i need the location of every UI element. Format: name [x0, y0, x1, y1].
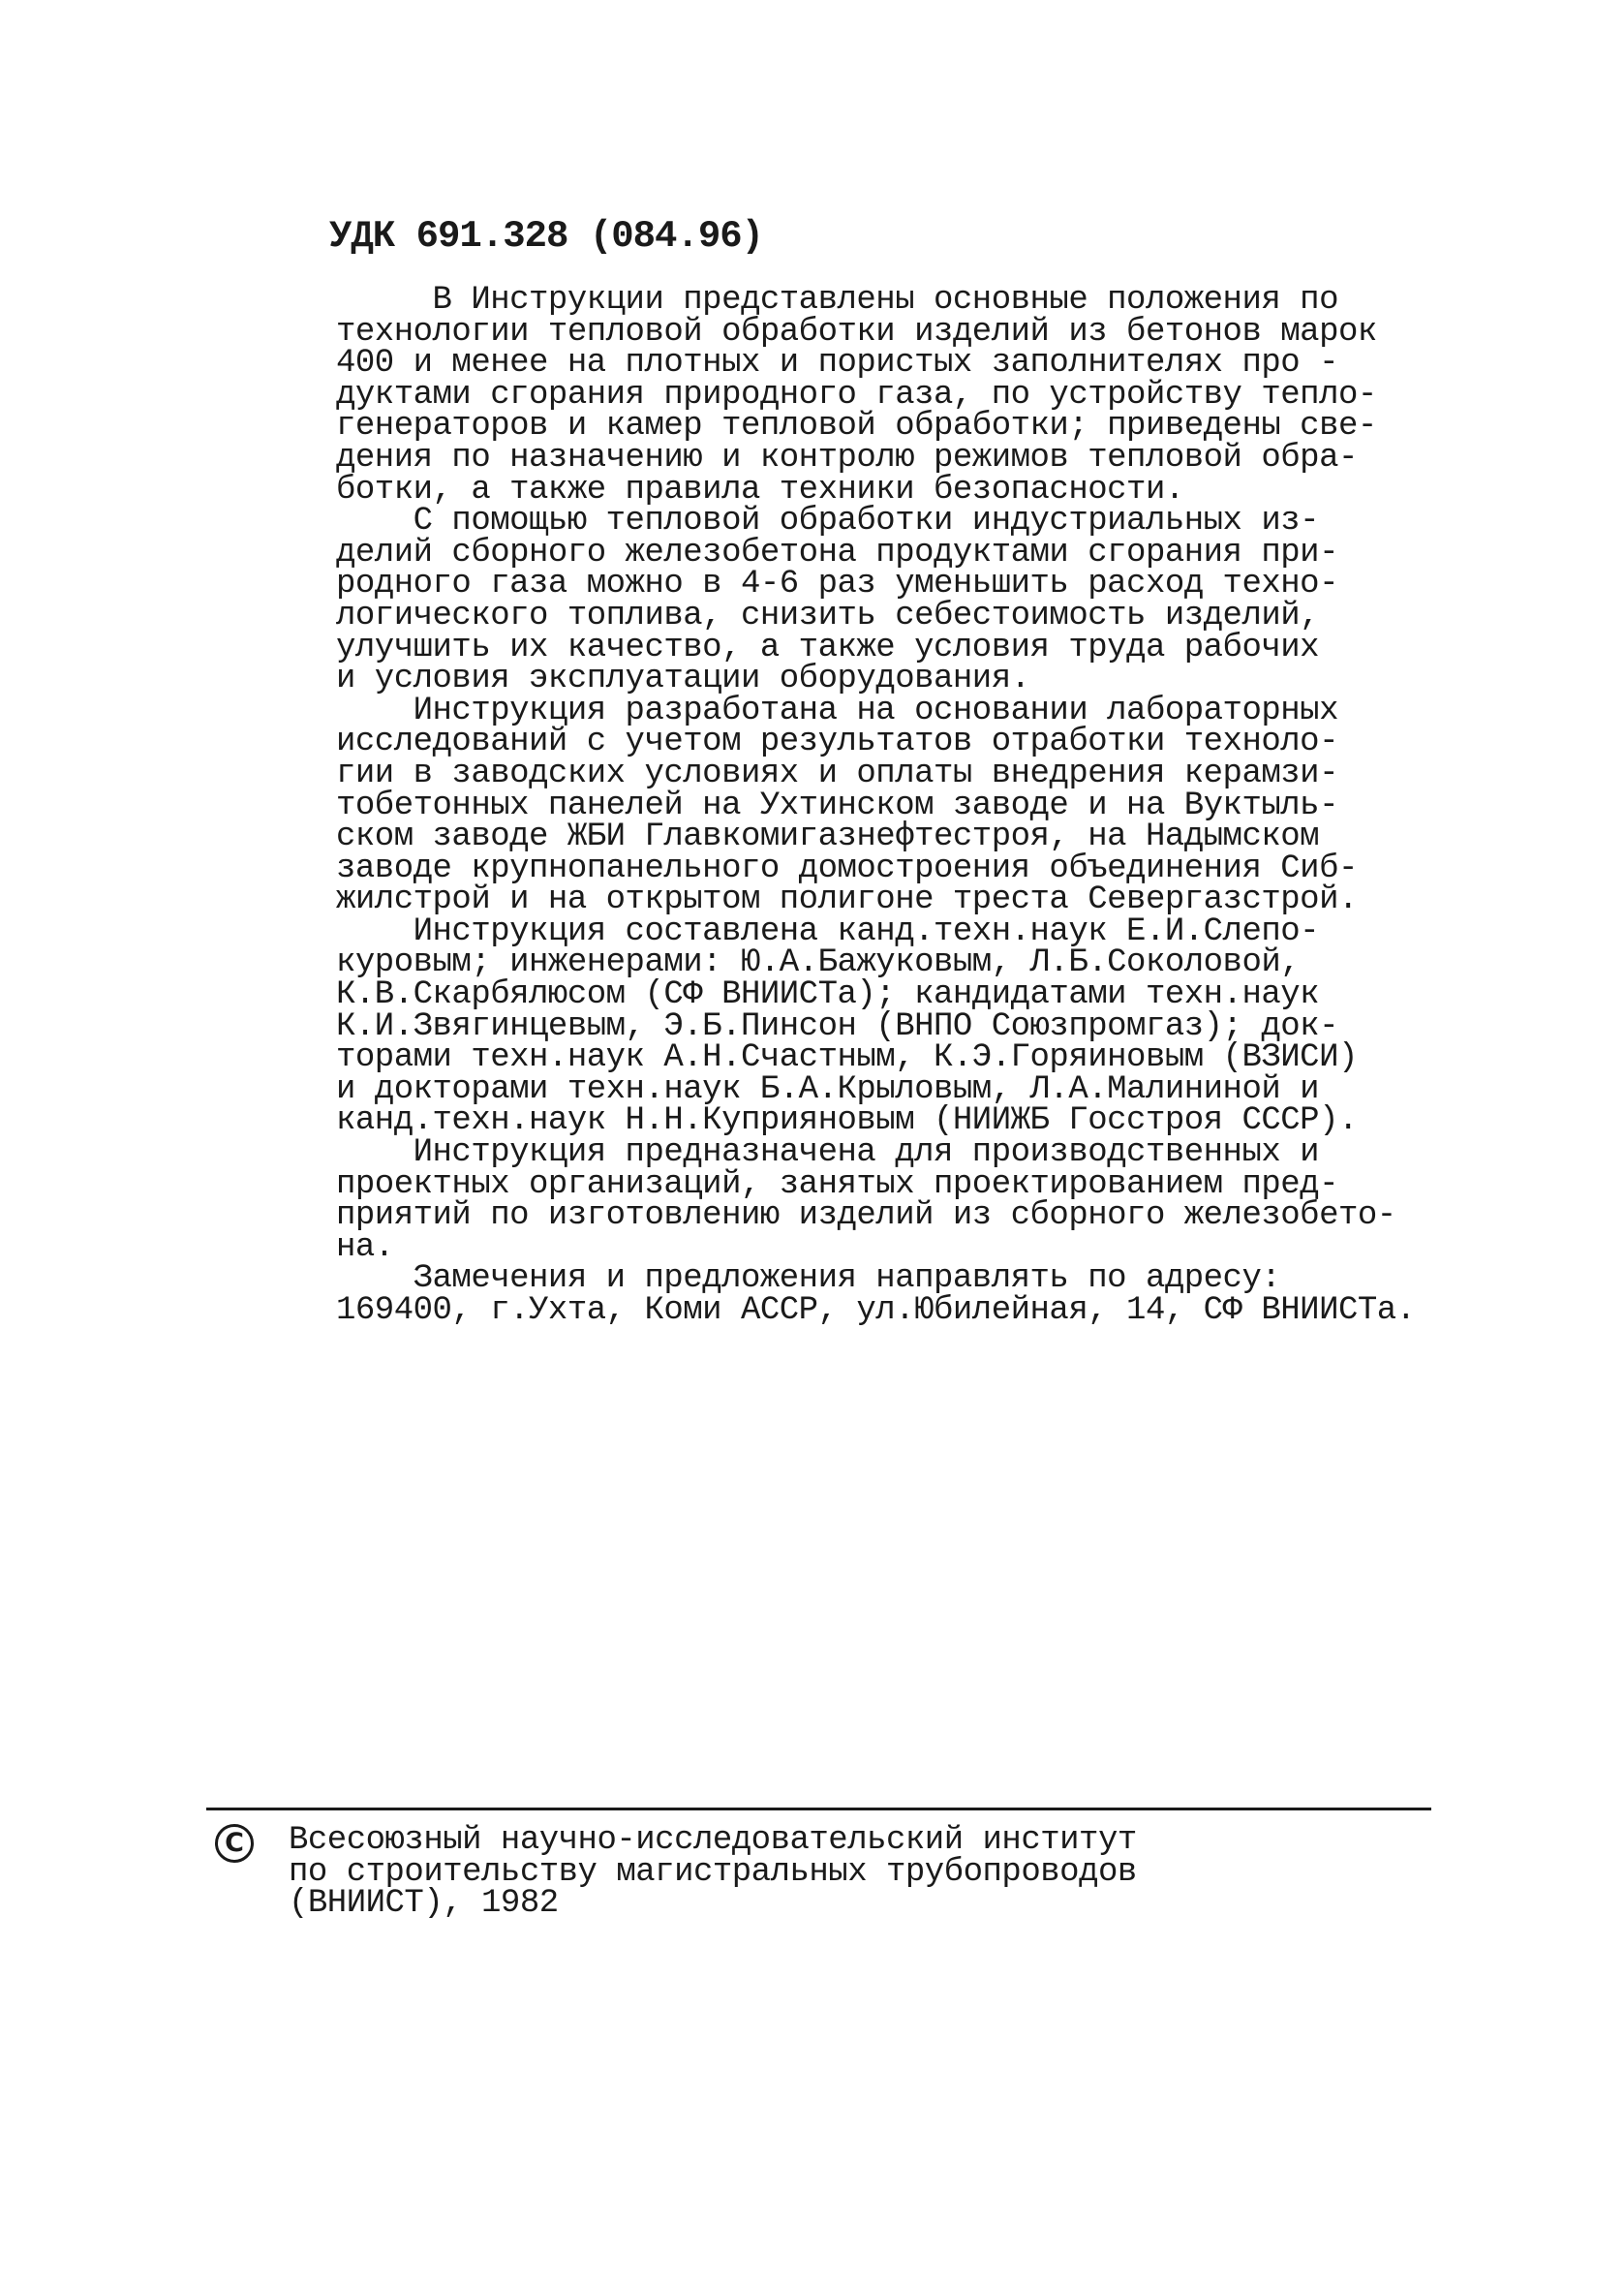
body-line: Инструкция разработана на основании лабораторных	[336, 692, 1338, 729]
body-line: и условия эксплуатации оборудования.	[336, 661, 1030, 698]
body-line: дуктами сгорания природного газа, по устройству тепло-	[336, 376, 1377, 414]
body-line: Замечения и предложения направлять по адресу:	[336, 1260, 1281, 1298]
footer-divider	[206, 1808, 1431, 1810]
body-line: проектных организаций, занятых проектированием пред-	[336, 1165, 1338, 1203]
body-line: тобетонных панелей на Ухтинском заводе и на Вуктыль-	[336, 787, 1338, 824]
body-line: К.И.Звягинцевым, Э.Б.Пинсон (ВНПО Союзпромгаз); док-	[336, 1007, 1338, 1045]
body-line: торами техн.наук А.Н.Счастным, К.Э.Горяиновым (ВЗИСИ)	[336, 1039, 1358, 1077]
copyright-line: Всесоюзный научно-исследовательский институт	[289, 1822, 1137, 1859]
body-line: улучшить их качество, а также условия труда рабочих	[336, 629, 1320, 666]
body-line: жилстрой и на открытом полигоне треста Севергазстрой.	[336, 881, 1358, 919]
copyright-line: (ВНИИСТ), 1982	[289, 1885, 559, 1923]
body-line: генераторов и камер тепловой обработки; приведены све-	[336, 408, 1377, 446]
body-line: канд.техн.наук Н.Н.Куприяновым (НИИЖБ Госстроя СССР).	[336, 1102, 1358, 1140]
body-line: ском заводе ЖБИ Главкомигазнефтестроя, на Надымском	[336, 819, 1320, 856]
body-line: заводе крупнопанельного домостроения объединения Сиб-	[336, 850, 1358, 887]
copyright-icon: С	[215, 1824, 254, 1863]
body-line: дения по назначению и контролю режимов тепловой обра-	[336, 439, 1358, 477]
body-line: В Инструкции представлены основные положения по	[336, 282, 1338, 319]
body-line: куровым; инженерами: Ю.А.Бажуковым, Л.Б.Соколовой,	[336, 944, 1301, 982]
body-line: ботки, а также правила техники безопасности.	[336, 471, 1184, 509]
body-line: делий сборного железобетона продуктами сгорания при-	[336, 534, 1338, 572]
body-line: Инструкция составлена канд.техн.наук Е.И.Слепо-	[336, 912, 1320, 950]
body-line: С помощью тепловой обработки индустриальных из-	[336, 503, 1320, 541]
body-line: 400 и менее на плотных и пористых заполнителях про -	[336, 345, 1338, 383]
body-line: логического топлива, снизить себестоимость изделий,	[336, 597, 1320, 634]
body-line: 169400, г.Ухта, Коми АССР, ул.Юбилейная, 14, СФ ВНИИСТа.	[336, 1292, 1416, 1329]
body-line: технологии тепловой обработки изделий из бетонов марок	[336, 313, 1377, 351]
body-text	[336, 282, 1430, 1329]
body-line: родного газа можно в 4-6 раз уменьшить расход техно-	[336, 566, 1338, 603]
body-line: Инструкция предназначена для производственных и	[336, 1134, 1320, 1172]
copyright-line: по строительству магистральных трубопроводов	[289, 1853, 1137, 1891]
body-line: на.	[336, 1228, 394, 1266]
body-line: приятий по изготовлению изделий из сборного железобето-	[336, 1197, 1396, 1235]
body-line: исследований с учетом результатов отработки техноло-	[336, 724, 1338, 761]
body-line: и докторами техн.наук Б.А.Крыловым, Л.А.Малининой и	[336, 1070, 1320, 1108]
body-line: К.В.Скарбялюсом (СФ ВНИИСТа); кандидатами техн.наук	[336, 976, 1320, 1014]
copyright-text	[289, 1822, 1137, 1923]
udk-code: УДК 691.328 (084.96)	[329, 215, 764, 258]
body-line: гии в заводских условиях и оплаты внедрения керамзи-	[336, 755, 1338, 792]
